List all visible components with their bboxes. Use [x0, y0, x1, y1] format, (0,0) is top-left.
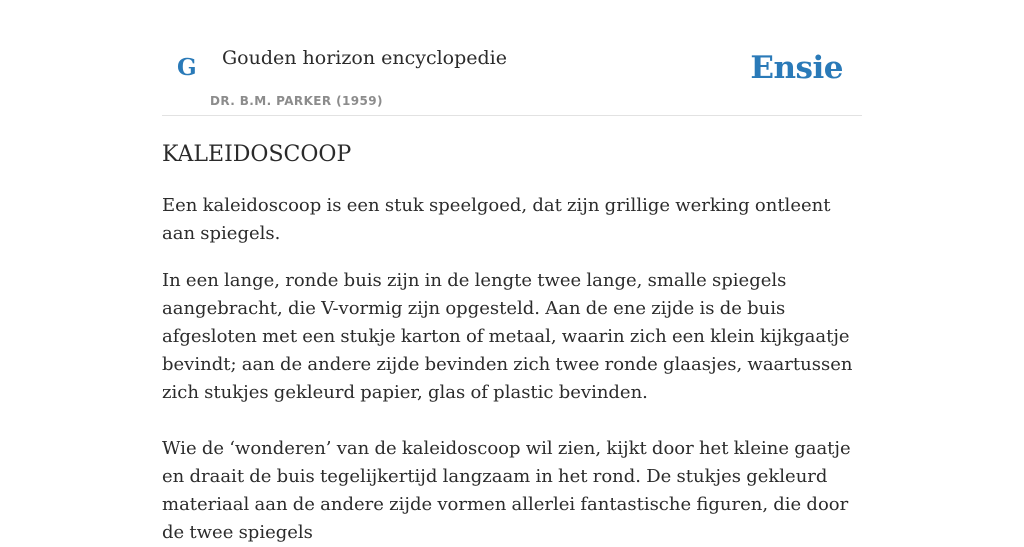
article-paragraph: In een lange, ronde buis zijn in de lengte twee lange, smalle spiegels aangebracht, die V-vormig zijn opgesteld. Aan de ene zijde is de buis afgesloten met een stukje karton of metaal, waarin zich een klein kijkgaatje bevindt; aan de andere zijde bevinden zich twee ronde glaasjes, waartussen zich stukjes gekleurd papier, glas of plastic bevinden.	[162, 270, 853, 403]
book-header	[162, 38, 862, 116]
book-title-link[interactable]: Gouden horizon encyclopedie	[222, 47, 507, 69]
article	[162, 138, 862, 547]
article-paragraph: Wie de ‘wonderen’ van de kaleidoscoop wil zien, kijkt door het kleine gaatje en draait de buis tegelijkertijd langzaam in het rond. De stukjes gekleurd materiaal aan de andere zijde vormen allerlei fantastische figuren, die door de twee spiegels	[162, 438, 851, 543]
ensie-logo[interactable]: Ensie	[750, 50, 843, 86]
author-line: DR. B.M. PARKER (1959)	[210, 94, 383, 108]
article-title: KALEIDOSCOOP	[162, 142, 352, 167]
book-logo[interactable]: G	[177, 54, 197, 81]
article-paragraph: Een kaleidoscoop is een stuk speelgoed, dat zijn grillige werking ontleent aan spiegels.	[162, 195, 831, 244]
